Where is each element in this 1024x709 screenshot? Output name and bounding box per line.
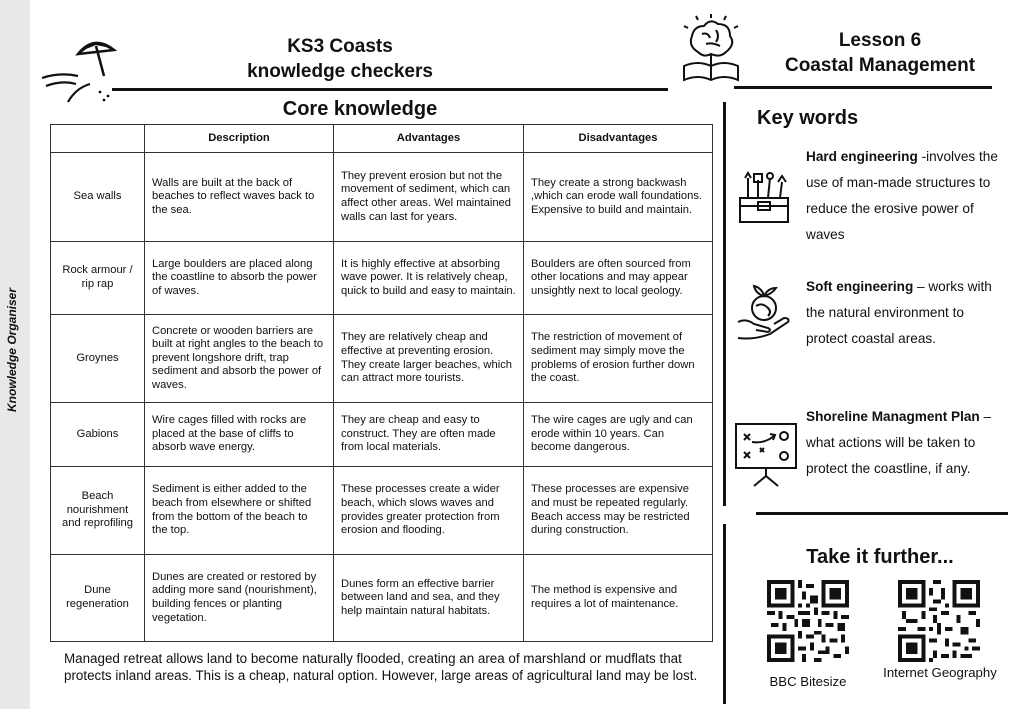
side-label: Knowledge Organiser xyxy=(5,287,19,413)
row-type: Gabions xyxy=(51,403,145,467)
divider-lower xyxy=(723,524,726,704)
core-knowledge-title: Core knowledge xyxy=(282,98,438,120)
qr-code-icon[interactable] xyxy=(898,580,980,662)
table-row xyxy=(51,467,713,555)
row-advantages: They are relatively cheap and effective at preventing erosion. They create larger beaches, which can attract more tourists. xyxy=(334,315,524,403)
table-row xyxy=(51,242,713,315)
header-rule-left xyxy=(112,88,668,91)
table-row xyxy=(51,403,713,467)
page-title xyxy=(200,34,480,84)
keyword-term: Hard engineering xyxy=(806,149,918,164)
row-description: Wire cages filled with rocks are placed at the base of cliffs to absorb wave energy. xyxy=(145,403,334,467)
table-header-advantages: Advantages xyxy=(334,125,524,153)
row-disadvantages: The wire cages are ugly and can erode within 10 years. Can become dangerous. xyxy=(524,403,713,467)
row-type: Groynes xyxy=(51,315,145,403)
title-line-2: knowledge checkers xyxy=(247,61,433,82)
row-advantages: It is highly effective at absorbing wave power. It is relatively cheap, quick to build and easy to maintain. xyxy=(334,242,524,315)
managed-retreat-note: Managed retreat allows land to become naturally flooded, creating an area of marshland or mudflats that protects inland areas. This is a cheap, natural option. However, large areas of agricultural land may be lost. xyxy=(64,651,698,683)
header-rule-right xyxy=(734,86,992,89)
table-header-description: Description xyxy=(145,125,334,153)
beach-umbrella-icon xyxy=(38,32,122,104)
table-row xyxy=(51,315,713,403)
keyword-hard-engineering xyxy=(806,144,1006,248)
row-description: Dunes are created or restored by adding more sand (nourishment), building fences or planting vegetation. xyxy=(145,555,334,642)
row-disadvantages: The restriction of movement of sediment may simply move the problems of erosion further down the coast. xyxy=(524,315,713,403)
row-advantages: These processes create a wider beach, which slows waves and provides greater protection from erosion and flooding. xyxy=(334,467,524,555)
keyword-term: Shoreline Managment Plan xyxy=(806,409,980,424)
plant-hand-icon xyxy=(734,282,794,344)
keyword-shoreline-plan xyxy=(806,404,1006,482)
keyword-definition: – works with the natural environment to protect coastal areas. xyxy=(806,279,992,346)
row-disadvantages: Boulders are often sourced from other locations and may appear unsightly next to local geology. xyxy=(524,242,713,315)
divider-upper xyxy=(723,102,726,506)
strategy-board-icon xyxy=(734,420,798,488)
title-line-1: KS3 Coasts xyxy=(287,36,393,57)
row-description: Large boulders are placed along the coastline to absorb the power of waves. xyxy=(145,242,334,315)
row-disadvantages: They create a strong backwash ,which can erode wall foundations. Expensive to build and maintain. xyxy=(524,153,713,242)
table-row xyxy=(51,153,713,242)
row-description: Walls are built at the back of beaches to reflect waves back to the sea. xyxy=(145,153,334,242)
key-words-title: Key words xyxy=(757,107,859,129)
row-advantages: They are cheap and easy to construct. They are often made from local materials. xyxy=(334,403,524,467)
qr-code-icon[interactable] xyxy=(767,580,849,662)
row-advantages: They prevent erosion but not the movement of sediment, which can affect other areas. Wel maintained walls can last for years. xyxy=(334,153,524,242)
table-row xyxy=(51,555,713,642)
lesson-topic: Coastal Management xyxy=(784,55,976,76)
keyword-soft-engineering xyxy=(806,274,1006,352)
keyword-term: Soft engineering xyxy=(806,279,914,294)
row-type: Rock armour / rip rap xyxy=(51,242,145,315)
row-disadvantages: These processes are expensive and must be repeated regularly. Beach access may be restricted during construction. xyxy=(524,467,713,555)
row-advantages: Dunes form an effective barrier between land and sea, and they help maintain natural habitats. xyxy=(334,555,524,642)
row-type: Sea walls xyxy=(51,153,145,242)
brain-book-icon xyxy=(676,12,746,86)
toolbox-icon xyxy=(736,170,792,226)
table-header-disadvantages: Disadvantages xyxy=(524,125,713,153)
internet-geography-link[interactable]: Internet Geography xyxy=(883,665,997,680)
row-description: Concrete or wooden barriers are built at right angles to the beach to prevent longshore drift, trap sediment and absorb the power of waves. xyxy=(145,315,334,403)
row-type: Dune regeneration xyxy=(51,555,145,642)
keyword-definition: -involves the use of man-made structures to reduce the erosive power of waves xyxy=(806,149,998,242)
keywords-rule xyxy=(756,512,1008,515)
table-header-corner xyxy=(51,125,145,153)
lesson-number: Lesson 6 xyxy=(838,30,922,51)
row-type: Beach nourishment and reprofiling xyxy=(51,467,145,555)
lesson-title xyxy=(760,28,1000,78)
row-description: Sediment is either added to the beach from elsewhere or shifted from the bottom of the beach to the top. xyxy=(145,467,334,555)
row-disadvantages: The method is expensive and requires a lot of maintenance. xyxy=(524,555,713,642)
take-it-further-title: Take it further... xyxy=(806,546,954,568)
coastal-management-table xyxy=(50,124,713,642)
table-header-row xyxy=(51,125,713,153)
bbc-bitesize-link[interactable]: BBC Bitesize xyxy=(769,674,847,689)
keyword-definition: – what actions will be taken to protect the coastline, if any. xyxy=(806,409,992,476)
